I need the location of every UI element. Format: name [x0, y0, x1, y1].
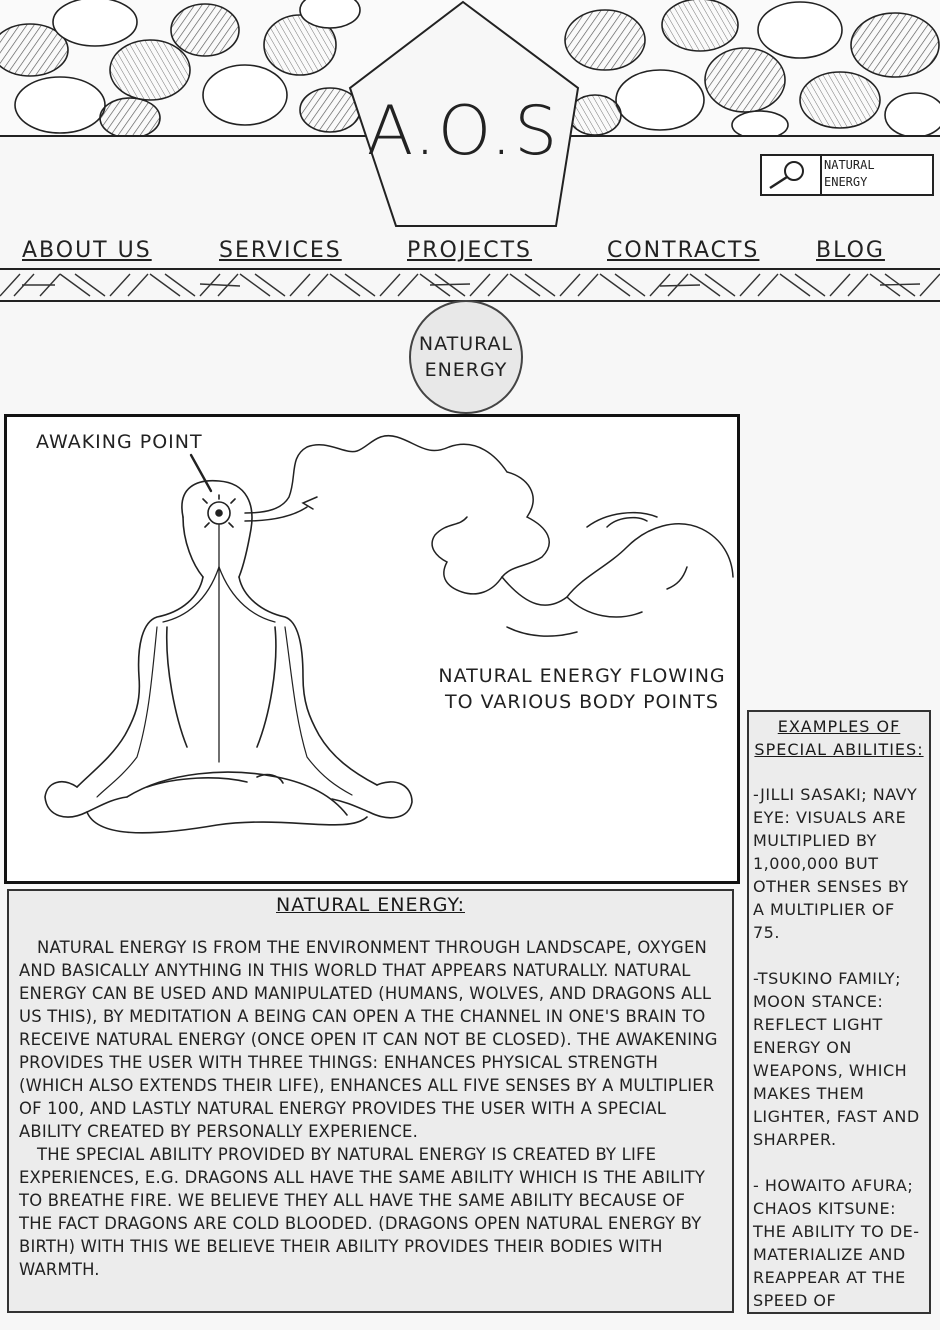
- article-natural-energy: [7, 889, 734, 1313]
- article-paragraph: NATURAL ENERGY IS FROM THE ENVIRONMENT THROUGH LANDSCAPE, OXYGEN AND BASICALLY ANYTHING IN THIS WORLD THAT APPEARS NATURALLY. NATURAL ENERGY CAN BE USED AND MANIPULATED (HUMANS, WOLVES, AND DRAGONS ALL US THIS), BY MEDITATION A BEING CAN OPEN A THE CHANNEL IN ONE'S BRAIN TO RECEIVE NATURAL ENERGY (ONCE OPEN IT CAN NOT BE CLOSED). THE AWAKENING PROVIDES THE USER WITH THREE THINGS: ENHANCES PHYSICAL STRENGTH (WHICH ALSO EXTENDS THEIR LIFE), ENHANCES ALL FIVE SENSES BY A MULTIPLIER OF 100, AND LASTLY NATURAL ENERGY PROVIDES THE USER WITH A SPECIAL ABILITY CREATED BY PERSONALLY EXPERIENCE.: [19, 938, 718, 1141]
- page-title-badge: [409, 300, 523, 414]
- nav-item-contracts[interactable]: CONTRACTS: [607, 238, 760, 263]
- nav-item-about-us[interactable]: ABOUT US: [22, 238, 152, 263]
- main-nav: [0, 238, 940, 270]
- sidebar-entry: - HOWAITO AFURA; CHAOS KITSUNE: THE ABILITY TO DE-MATERIALIZE AND REAPPEAR AT THE SPEED OF: [753, 1176, 920, 1310]
- hatched-divider: [0, 268, 940, 302]
- sidebar-special-abilities: [747, 710, 931, 1314]
- annotation-awaking-point: AWAKING POINT: [36, 431, 203, 453]
- logo-text[interactable]: A.O.S: [366, 92, 560, 171]
- sidebar-entry: -TSUKINO FAMILY; MOON STANCE: REFLECT LIGHT ENERGY ON WEAPONS, WHICH MAKES THEM LIGHTER, FAST AND SHARPER.: [753, 969, 920, 1149]
- search-button[interactable]: [762, 156, 822, 194]
- sidebar-title: EXAMPLES OF SPECIAL ABILITIES:: [754, 717, 924, 759]
- meditating-figure-drawing: [7, 417, 737, 881]
- article-paragraph: THE SPECIAL ABILITY PROVIDED BY NATURAL ENERGY IS CREATED BY LIFE EXPERIENCES, E.G. DRAGONS ALL HAVE THE SAME ABILITY WHICH IS THE ABILITY TO BREATHE FIRE. WE BELIEVE THEY ALL HAVE THE SAME ABILITY BECAUSE OF THE FACT DRAGONS ARE COLD BLOODED. (DRAGONS OPEN NATURAL ENERGY BY BIRTH) WITH THIS WE BELIEVE THEIR ABILITY PROVIDES THEIR BODIES WITH WARMTH.: [19, 1145, 706, 1279]
- search-box: [760, 154, 934, 196]
- article-title: NATURAL ENERGY:: [276, 894, 465, 916]
- annotation-energy-flow: NATURAL ENERGY FLOWING TO VARIOUS BODY POINTS: [438, 665, 726, 713]
- page-title: NATURAL ENERGY: [418, 333, 514, 381]
- nav-item-projects[interactable]: PROJECTS: [407, 238, 533, 263]
- sidebar-entry: -JILLI SASAKI; NAVY EYE: VISUALS ARE MULTIPLIED BY 1,000,000 BUT OTHER SENSES BY A MULTIPLIER OF 75.: [753, 785, 918, 942]
- search-input[interactable]: [824, 157, 928, 193]
- nav-item-services[interactable]: SERVICES: [219, 238, 342, 263]
- nav-item-blog[interactable]: BLOG: [816, 238, 885, 263]
- meditation-illustration: [4, 414, 740, 884]
- search-icon: [762, 156, 820, 194]
